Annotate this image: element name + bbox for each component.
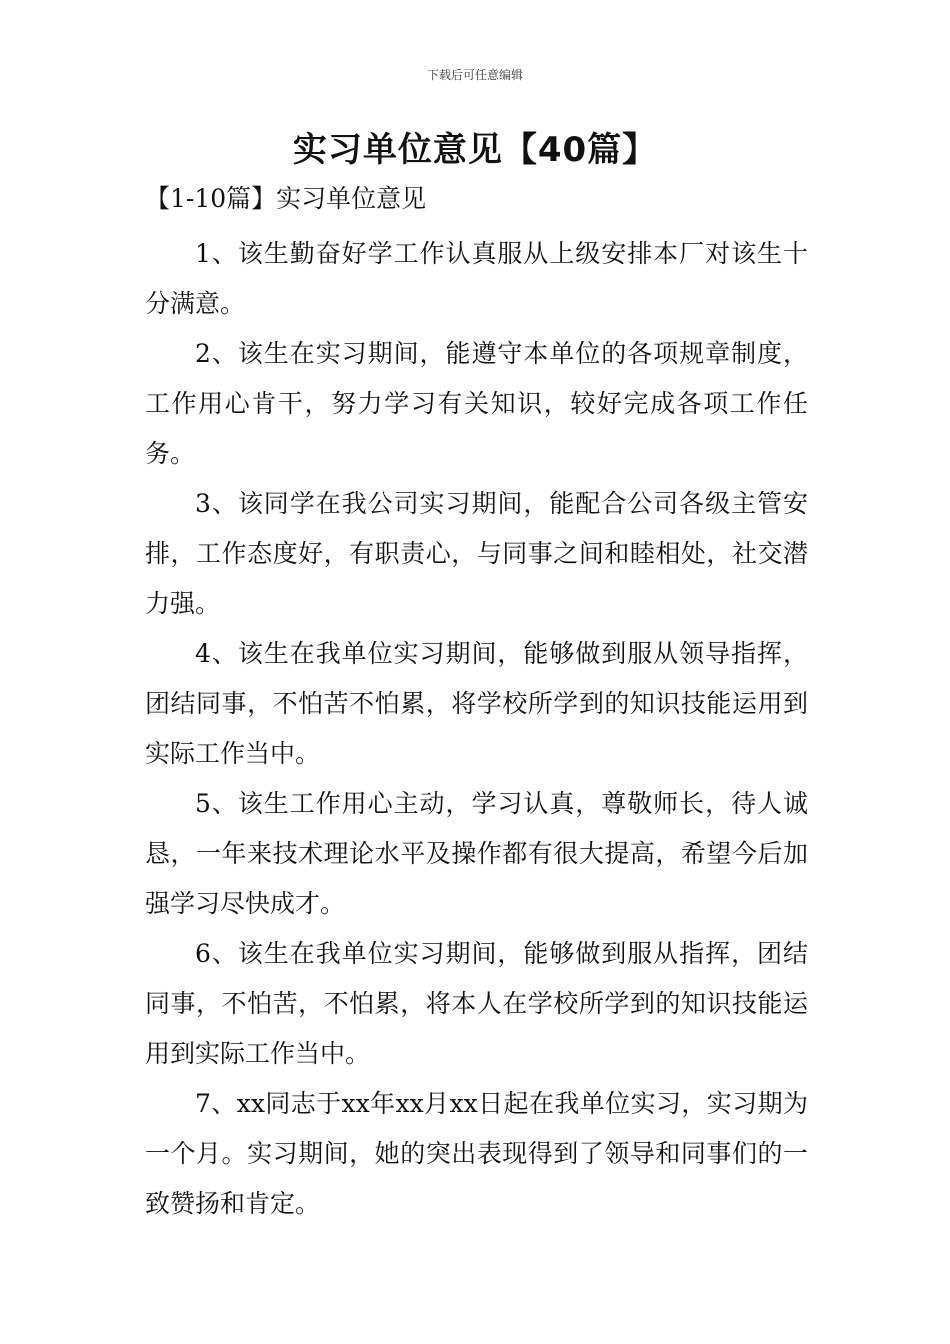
paragraph-3: 3、该同学在我公司实习期间，能配合公司各级主管安排，工作态度好，有职责心，与同事之间和睦相处，社交潜力强。 [145,489,808,618]
document-body [145,229,808,1229]
paragraph-7: 7、xx同志于xx年xx月xx日起在我单位实习，实习期为一个月。实习期间，她的突出表现得到了领导和同事们的一致赞扬和肯定。 [145,1089,808,1218]
section-heading: 【1-10篇】实习单位意见 [145,184,427,213]
paragraph-5: 5、该生工作用心主动，学习认真，尊敬师长，待人诚恳，一年来技术理论水平及操作都有很大提高，希望今后加强学习尽快成才。 [145,789,808,918]
paragraph-2: 2、该生在实习期间，能遵守本单位的各项规章制度，工作用心肯干，努力学习有关知识，较好完成各项工作任务。 [145,339,808,468]
paragraph-6: 6、该生在我单位实习期间，能够做到服从指挥，团结同事，不怕苦，不怕累，将本人在学校所学到的知识技能运用到实际工作当中。 [145,939,808,1068]
header-note: 下载后可任意编辑 [426,68,523,82]
paragraph-4: 4、该生在我单位实习期间，能够做到服从领导指挥，团结同事，不怕苦不怕累，将学校所学到的知识技能运用到实际工作当中。 [145,639,808,768]
document-title: 实习单位意见【40篇】 [292,130,658,170]
paragraph-1: 1、该生勤奋好学工作认真服从上级安排本厂对该生十分满意。 [145,239,808,318]
